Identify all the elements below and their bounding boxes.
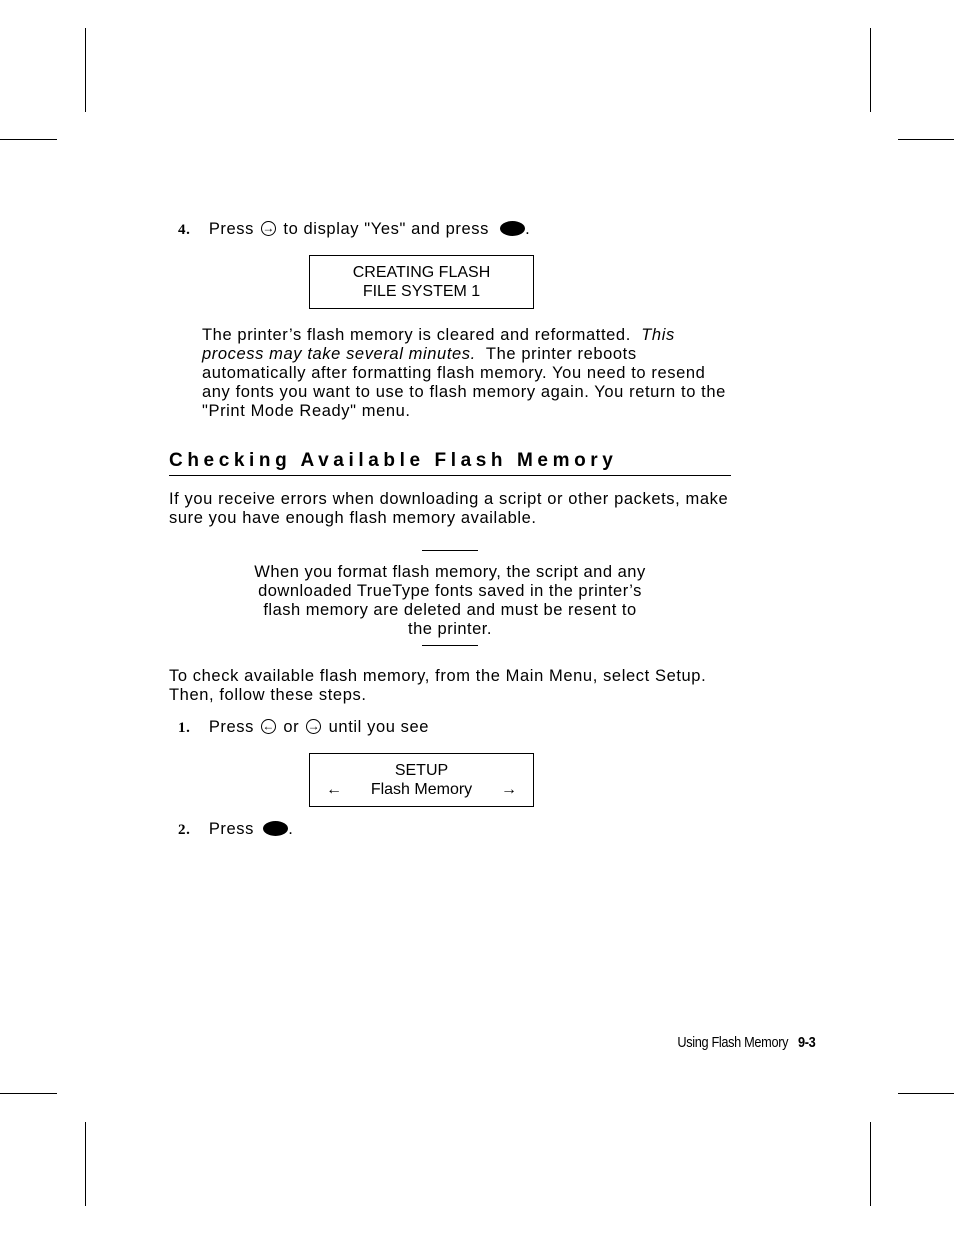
step-2 [178, 820, 293, 840]
footer-chapter: Using Flash Memory [676, 1034, 788, 1051]
right-arrow-key-icon: → [307, 719, 321, 733]
step-text: Press [208, 220, 255, 238]
left-arrow-icon: ← [326, 781, 342, 798]
display-line-arrows [310, 780, 533, 799]
display-line: SETUP [394, 762, 449, 779]
paragraph: The printer’s flash memory is cleared and reformatted. This process may take several minutes. The printer reboots automatically after formatting flash memory. You need to resend any fonts you want to use to flash memory again. You return to the "Print Mode Ready" menu. [202, 326, 726, 420]
crop-mark [0, 1093, 57, 1094]
display-line: Flash Memory [370, 781, 473, 798]
step-text: to display "Yes" and press [283, 220, 489, 238]
step-text: until you see [328, 718, 430, 736]
page-number: 9-3 [797, 1034, 815, 1051]
paragraph: To check available flash memory, from the Main Menu, select Setup. Then, follow these steps. [169, 667, 707, 704]
step-number: 2. [178, 822, 191, 838]
step-text: . [525, 220, 531, 238]
note: When you format flash memory, the script and any downloaded TrueType fonts saved in the printer’s flash memory are deleted and must be resent to the printer. [254, 563, 646, 638]
crop-mark [898, 1093, 954, 1094]
display-line: CREATING FLASH [352, 264, 491, 281]
crop-mark [0, 139, 57, 140]
section-intro: If you receive errors when downloading a script or other packets, make sure you have enough flash memory available. [169, 490, 729, 527]
enter-key-icon [500, 221, 525, 236]
crop-mark [85, 1122, 86, 1206]
crop-mark [898, 139, 954, 140]
step-text: Press [208, 718, 255, 736]
step-text: Press [208, 820, 255, 838]
crop-mark [870, 28, 871, 112]
crop-mark [870, 1122, 871, 1206]
step-number: 1. [178, 720, 191, 736]
note-rule-top [422, 550, 478, 551]
heading-rule [169, 475, 731, 476]
right-arrow-key-icon: → [262, 221, 275, 235]
step-number: 4. [178, 222, 191, 238]
section-heading: Checking Available Flash Memory [169, 450, 618, 471]
printer-display [309, 255, 534, 309]
step-4 [178, 220, 530, 240]
printer-display [309, 753, 534, 807]
crop-mark [85, 28, 86, 112]
right-arrow-icon: → [501, 781, 517, 798]
left-arrow-key-icon: ← [262, 719, 275, 733]
note-rule-bottom [422, 645, 478, 646]
step-1 [178, 718, 429, 738]
italic-note: This process may take several minutes. [202, 326, 675, 363]
display-line: FILE SYSTEM 1 [362, 283, 481, 300]
enter-key-icon [263, 821, 288, 836]
step-text: . [288, 820, 294, 838]
step-text: or [283, 718, 300, 736]
page-footer [677, 1034, 815, 1051]
